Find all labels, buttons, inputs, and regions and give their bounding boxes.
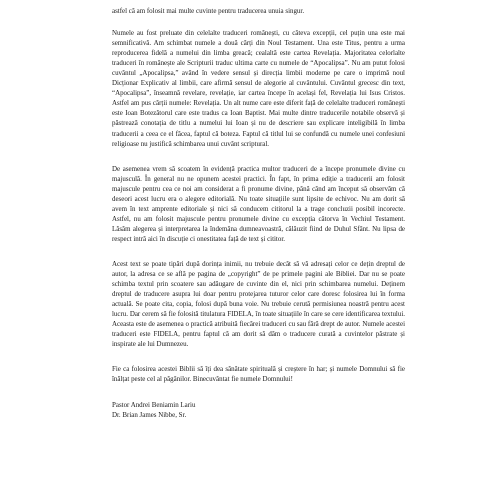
signature-2: Dr. Brian James Nibbe, Sr.: [112, 410, 187, 419]
paragraph-names: Numele au fost preluate din celelalte traduceri românești, cu câteva excepții, cel puțin una este mai semnificativă. Am schimbat numele a două cărți din Noul Testament. Una este Titus, pentru a urma reproducerea fidelă a numelui din limba greacă; cealaltă este cartea Revelația. Majoritatea celorlalte traduceri în românește ale Scripturii traduc ultima carte cu numele de “Apocalipsa”. Nu am putut folosi cuvântul „Apocalipsa,” având în vedere sensul și direcția limbii moderne pe care o imprimă noul Dicționar Explicativ al limbii, care afirmă sensul de alegorie al cuvântului. Cuvântul grecesc din text, “Apocalipsa”, înseamnă revelare, revelație, iar cartea începe în același fel, Revelația lui Isus Cristos. Astfel am pus cărții numele: Revelația. Un alt nume care este diferit față de celelalte traduceri românești este Ioan Botezătorul care este tradus ca Ioan Baptist. Mai multe dintre traducerile notabile observă și păstrează conotația de titlu a numelui lui Ioan și nu de descriere sau explicare inteligibilă în limba traducerii a ceea ce el făcea, faptul că boteza. Faptul că titlul lui se confundă cu numele unei confesiuni religioase nu justifică schimbarea unui cuvânt scriptural.: [112, 29, 405, 148]
signature-1: Pastor Andrei Beniamin Lariu: [112, 400, 196, 409]
signature-block: [112, 400, 405, 420]
paragraph-copyright: Acest text se poate tipări după dorința inimii, nu trebuie decât să vă adresați celor ce dețin dreptul de autor, la adresa ce se află pe pagina de „copyright” de pe primele pagini ale Bibliei. Dar nu se poate schimba textul prin scoatere sau adăugare de cuvinte din el, nici prin schimbarea numelui. Deținem dreptul de traducere asupra lui doar pentru protejarea tuturor celor care doresc folosirea lui în forma actuală. Se poate cita, copia, folosi după buna voie. Nu trebuie cerută permisiunea noastră pentru acest lucru. Dar cerem să fie folosită titulatura FIDELA, în toate situațiile în care se cere identificarea textului. Aceasta este de asemenea o practică atribuită fiecărei traduceri cu sau fără drept de autor. Numele acestei traduceri este FIDELA, pentru faptul că am dorit să dăm o traducere curată a cuvintelor păstrate și inspirate ale lui Dumnezeu.: [112, 259, 405, 349]
paragraph-blessing: Fie ca folosirea acestei Biblii să îți dea sănătate spirituală și creștere în har; și numele Domnului să fie înălțat peste cel al păgânilor. Binecuvântat fie numele Domnului!: [112, 365, 405, 384]
paragraph-intro: astfel că am folosit mai multe cuvinte pentru traducerea unuia singur.: [112, 7, 305, 15]
paragraph-pronouns: De asemenea vrem să scoatem în evidență practica multor traduceri de a începe pronumele divine cu majusculă. În general nu ne opunem acestei practici. În fapt, în prima ediție a traducerii am folosit majuscule pentru cea ce noi am considerat a fi pronume divine, până când am început să observăm că deseori acest lucru era o alegere editorială. Nu toate situațiile sunt lipsite de echivoc. Nu am dorit să avem în text amprente editoriale și nici să conducem cititorul la a trage concluzii posibil incorecte. Astfel, nu am folosit majuscule pentru pronumele divine cu excepția câtorva în Vechiul Testament. Lăsăm alegerea și interpretarea la îndemâna dumneavoastră, călăuzit fiind de Duhul Sfânt. Nu lipsa de respect intră aici în discuție ci onestitatea față de text și cititor.: [112, 164, 405, 243]
